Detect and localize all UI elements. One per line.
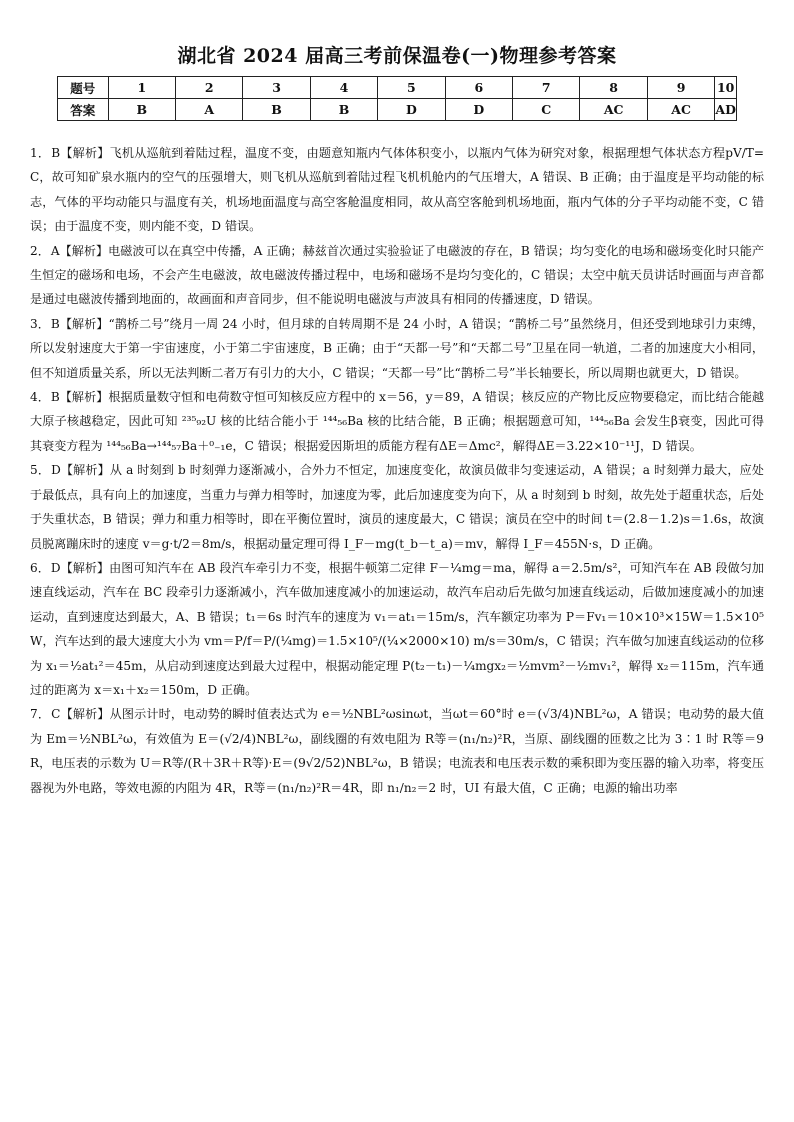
answer-table xyxy=(57,76,737,121)
item-text: B【解析】根据质量数守恒和电荷数守恒可知核反应方程中的 x＝56，y＝89，A 错误；核反应的产物比反应物要稳定，而比结合能越大原子核越稳定，因此可知 ²³⁵₉₂U 核的比结合能小于 ¹⁴⁴₅₆Ba 核的比结合能，B 正确；根据题意可知，¹⁴⁴₅₆Ba 会发生β衰变，因此可得其衰变方程为 ¹⁴⁴₅₆Ba→¹⁴⁴₅₇Ba＋⁰₋₁e，C 错误；根据爱因斯坦的质能方程有ΔE＝Δmc²，解得ΔE＝3.22×10⁻¹¹J，D 错误。 xyxy=(30,390,764,453)
explanation-item xyxy=(30,385,764,458)
answer-cell: B xyxy=(243,99,310,121)
explanation-item xyxy=(30,556,764,702)
question-number-cell: 2 xyxy=(176,77,243,99)
question-number-cell: 7 xyxy=(513,77,580,99)
answer-cell: B xyxy=(108,99,175,121)
item-text: D【解析】从 a 时刻到 b 时刻弹力逐渐减小，合外力不恒定，加速度变化，故演员做非匀变速运动，A 错误；a 时刻弹力最大，应处于最低点，具有向上的加速度，当重力与弹力相等时，加速度为零，此后加速度变为向下，从 a 时刻到 b 时刻，故先处于超重状态，后处于失重状态，B 错误；弹力和重力相等时，即在平衡位置时，演员的速度最大，C 错误；演员在空中的时间 t＝(2.8－1.2)s＝1.6s，故演员脱离蹦床时的速度 v＝g·t/2＝8m/s，根据动量定理可得 I_F－mg(t_b－t_a)＝mv，解得 I_F＝455N·s，D 正确。 xyxy=(30,463,764,551)
item-number: 7． xyxy=(30,707,51,722)
item-number: 1． xyxy=(30,146,51,160)
item-number: 3． xyxy=(30,316,50,331)
question-number-cell: 1 xyxy=(108,77,175,99)
answer-cell: C xyxy=(513,99,580,121)
explanations xyxy=(30,141,764,800)
answer-table-number-row xyxy=(58,77,737,99)
row-label-number: 题号 xyxy=(58,77,109,99)
item-number: 6． xyxy=(30,560,50,575)
item-number: 2． xyxy=(30,243,50,258)
explanation-item xyxy=(30,458,764,556)
answer-table-answer-row xyxy=(58,99,737,121)
item-number: 4． xyxy=(30,390,50,405)
item-text: A【解析】电磁波可以在真空中传播，A 正确；赫兹首次通过实验验证了电磁波的存在，B 错误；均匀变化的电场和磁场变化时只能产生恒定的磁场和电场，不会产生电磁波，故电磁波传播过程中，电场和磁场不是均匀变化的，C 错误；太空中航天员讲话时画面与声音都是通过电磁波传播到地面的，故画面和声音同步，但不能说明电磁波与声波具有相同的传播速度，D 错误。 xyxy=(30,243,764,307)
answer-cell: B xyxy=(310,99,377,121)
question-number-cell: 5 xyxy=(378,77,445,99)
answer-cell: D xyxy=(445,99,512,121)
answer-cell: D xyxy=(378,99,445,121)
explanation-item xyxy=(30,702,764,800)
question-number-cell: 3 xyxy=(243,77,310,99)
row-label-answer: 答案 xyxy=(58,99,109,121)
item-text: B【解析】飞机从巡航到着陆过程，温度不变，由题意知瓶内气体体积变小，以瓶内气体为研究对象，根据理想气体状态方程pV/T=C，故可知矿泉水瓶内的空气的压强增大，则飞机从巡航到着陆过程飞机机舱内的气压增大，A 错误、B 正确；由于温度是平均动能的标志，气体的平均动能只与温度有关，机场地面温度与高空客舱温度相同，故从高空客舱到机场地面，瓶内气体的分子平均动能不变，C 错误；由于温度不变，则内能不变，D 错误。 xyxy=(30,146,764,234)
explanation-item xyxy=(30,239,764,312)
question-number-cell: 8 xyxy=(580,77,647,99)
item-number: 5． xyxy=(30,463,51,478)
answer-cell: A xyxy=(176,99,243,121)
explanation-item xyxy=(30,312,764,385)
question-number-cell: 6 xyxy=(445,77,512,99)
question-number-cell: 4 xyxy=(310,77,377,99)
item-text: B【解析】“鹊桥二号”绕月一周 24 小时，但月球的自转周期不是 24 小时，A 错误；“鹊桥二号”虽然绕月，但还受到地球引力束缚，所以发射速度大于第一宇宙速度，小于第二宇宙速度，B 正确；由于“天都一号”和“天都二号”卫星在同一轨道，二者的加速度大小相同，但不知道质量关系，所以无法判断二者万有引力的大小，C 错误；“天都一号”比“鹊桥二号”半长轴要长，所以周期也就更大，D 错误。 xyxy=(30,316,764,380)
answer-cell: AC xyxy=(647,99,714,121)
explanation-item xyxy=(30,141,764,239)
item-text: C【解析】从图示计时，电动势的瞬时值表达式为 e＝½NBL²ωsinωt，当ωt＝60°时 e＝(√3/4)NBL²ω，A 错误；电动势的最大值为 Em＝½NBL²ω，有效值为 E＝(√2/4)NBL²ω，副线圈的有效电阻为 R等＝(n₁/n₂)²R，当原、副线圈的匝数之比为 3∶1 时 R等＝9R，电压表的示数为 U＝R等/(R＋3R＋R等)·E＝(9√2/52)NBL²ω，B 错误；电流表和电压表示数的乘积即为变压器的输入功率，将变压器视为外电路，等效电源的内阻为 4R，R等＝(n₁/n₂)²R＝4R，即 n₁/n₂＝2 时，UI 有最大值，C 正确；电源的输出功率 xyxy=(30,707,765,795)
answer-cell: AD xyxy=(715,99,737,121)
answer-cell: AC xyxy=(580,99,647,121)
page-title: 湖北省 2024 届高三考前保温卷(一)物理参考答案 xyxy=(177,45,617,67)
item-text: D【解析】由图可知汽车在 AB 段汽车牵引力不变，根据牛顿第二定律 F－¼mg＝ma，解得 a＝2.5m/s²，可知汽车在 AB 段做匀加速直线运动，汽车在 BC 段牵引力逐渐减小，汽车做加速度减小的加速运动，故汽车启动后先做匀加速直线运动，后做加速度减小的加速运动，直到速度达到最大，A、B 错误；t₁＝6s 时汽车的速度为 v₁＝at₁＝15m/s，汽车额定功率为 P＝Fv₁＝10×10³×15W＝1.5×10⁵W，汽车达到的最大速度大小为 vm＝P/f＝P/(¼mg)＝1.5×10⁵/(¼×2000×10) m/s＝30m/s，C 错误；汽车做匀加速直线运动的位移为 x₁＝½at₁²＝45m，从启动到速度达到最大过程中，根据动能定理 P(t₂－t₁)－¼mgx₂＝½mvm²－½mv₁²，解得 x₂＝115m，汽车通过的距离为 x＝x₁＋x₂＝150m，D 正确。 xyxy=(30,560,765,697)
question-number-cell: 9 xyxy=(647,77,714,99)
question-number-cell: 10 xyxy=(715,77,737,99)
